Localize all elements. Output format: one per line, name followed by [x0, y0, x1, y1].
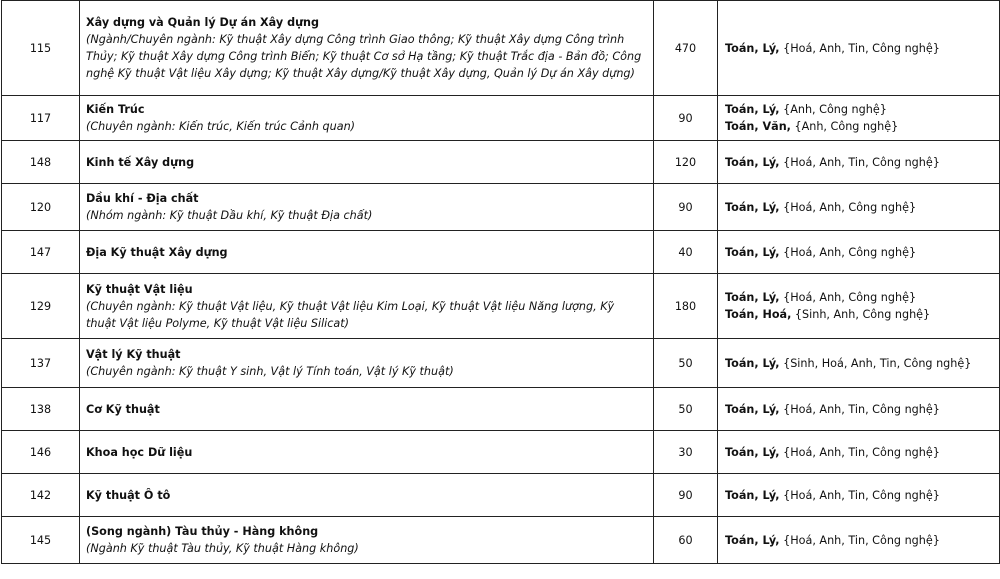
program-quota: 50 — [654, 339, 718, 388]
subject-combination — [725, 306, 992, 323]
program-quota: 30 — [654, 431, 718, 474]
program-name: Kỹ thuật Ô tô — [86, 488, 171, 502]
program-name: Dầu khí - Địa chất — [86, 192, 199, 205]
program-description: (Ngành/Chuyên ngành: Kỹ thuật Xây dựng Công trình Giao thông; Kỹ thuật Xây dựng Công trình Thủy; Kỹ thuật Xây dựng Công trình Biển; Kỹ thuật Cơ sở Hạ tầng; Kỹ thuật Trắc địa - Bản đồ; Công nghệ Kỹ thuật Vật liệu Xây dựng; Kỹ thuật Xây dựng/Kỹ thuật Xây dựng, Quản lý Dự án Xây dựng) — [86, 33, 642, 80]
program-quota: 120 — [654, 141, 718, 184]
subject-combinations — [718, 431, 1000, 474]
core-subjects: Toán, Hoá, — [725, 308, 792, 321]
program-description: (Chuyên ngành: Kiến trúc, Kiến trúc Cảnh quan) — [86, 120, 356, 133]
program-name: (Song ngành) Tàu thủy - Hàng không — [86, 525, 319, 538]
optional-subjects: {Hoá, Anh, Tin, Công nghệ} — [779, 533, 940, 547]
program-code: 147 — [2, 231, 80, 274]
subject-combination — [725, 40, 992, 57]
optional-subjects: {Anh, Công nghệ} — [779, 103, 887, 116]
program-cell — [80, 1, 654, 96]
subject-combination — [725, 401, 992, 418]
optional-subjects: {Hoá, Anh, Tin, Công nghệ} — [779, 402, 940, 416]
table-row — [2, 339, 1000, 388]
program-name: Kinh tế Xây dựng — [86, 155, 195, 169]
program-cell — [80, 141, 654, 184]
program-code: 138 — [2, 388, 80, 431]
program-quota: 40 — [654, 231, 718, 274]
program-quota: 470 — [654, 1, 718, 96]
program-name: Địa Kỹ thuật Xây dựng — [86, 245, 228, 259]
table-row — [2, 388, 1000, 431]
table-row — [2, 474, 1000, 517]
subject-combination — [725, 532, 992, 549]
program-quota: 50 — [654, 388, 718, 431]
optional-subjects: {Hoá, Anh, Tin, Công nghệ} — [779, 155, 940, 169]
core-subjects: Toán, Lý, — [725, 488, 780, 502]
program-cell — [80, 96, 654, 141]
subject-combinations — [718, 474, 1000, 517]
subject-combination — [725, 444, 992, 461]
subject-combinations — [718, 517, 1000, 564]
subject-combinations — [718, 184, 1000, 231]
program-description: (Chuyên ngành: Kỹ thuật Vật liệu, Kỹ thuật Vật liệu Kim Loại, Kỹ thuật Vật liệu Năng lượng, Kỹ thuật Vật liệu Polyme, Kỹ thuật Vật liệu Silicat) — [86, 299, 615, 330]
core-subjects: Toán, Lý, — [725, 41, 780, 55]
program-name: Cơ Kỹ thuật — [86, 402, 160, 416]
program-name: Kiến Trúc — [86, 103, 145, 116]
subject-combination — [725, 289, 992, 306]
optional-subjects: {Sinh, Anh, Công nghệ} — [791, 308, 931, 321]
subject-combination — [725, 118, 992, 135]
core-subjects: Toán, Lý, — [725, 533, 780, 547]
program-cell — [80, 231, 654, 274]
optional-subjects: {Hoá, Anh, Tin, Công nghệ} — [779, 41, 940, 55]
subject-combination — [725, 199, 992, 216]
subject-combinations — [718, 339, 1000, 388]
program-code: 115 — [2, 1, 80, 96]
program-description: (Chuyên ngành: Kỹ thuật Y sinh, Vật lý Tính toán, Vật lý Kỹ thuật) — [86, 365, 454, 378]
optional-subjects: {Anh, Công nghệ} — [790, 120, 899, 133]
core-subjects: Toán, Lý, — [725, 291, 780, 304]
program-cell — [80, 474, 654, 517]
optional-subjects: {Hoá, Anh, Công nghệ} — [779, 245, 917, 259]
table-row — [2, 231, 1000, 274]
program-quota: 90 — [654, 474, 718, 517]
core-subjects: Toán, Lý, — [725, 402, 780, 416]
subject-combination — [725, 487, 992, 504]
program-code: 137 — [2, 339, 80, 388]
core-subjects: Toán, Lý, — [725, 356, 780, 370]
subject-combination — [725, 355, 992, 372]
core-subjects: Toán, Lý, — [725, 103, 780, 116]
subject-combination — [725, 244, 992, 261]
table-row — [2, 274, 1000, 339]
core-subjects: Toán, Lý, — [725, 155, 780, 169]
core-subjects: Toán, Lý, — [725, 445, 780, 459]
table-row — [2, 517, 1000, 564]
table-body — [2, 1, 1000, 564]
optional-subjects: {Hoá, Anh, Công nghệ} — [779, 200, 917, 214]
program-cell — [80, 184, 654, 231]
program-cell — [80, 431, 654, 474]
program-description: (Nhóm ngành: Kỹ thuật Dầu khí, Kỹ thuật Địa chất) — [86, 209, 373, 222]
subject-combinations — [718, 1, 1000, 96]
core-subjects: Toán, Lý, — [725, 200, 780, 214]
program-cell — [80, 274, 654, 339]
table-row — [2, 431, 1000, 474]
optional-subjects: {Sinh, Hoá, Anh, Tin, Công nghệ} — [779, 356, 972, 370]
program-quota: 60 — [654, 517, 718, 564]
subject-combinations — [718, 274, 1000, 339]
table-row — [2, 1, 1000, 96]
program-quota: 90 — [654, 96, 718, 141]
program-code: 129 — [2, 274, 80, 339]
program-code: 146 — [2, 431, 80, 474]
subject-combination — [725, 154, 992, 171]
program-code: 145 — [2, 517, 80, 564]
program-code: 117 — [2, 96, 80, 141]
core-subjects: Toán, Văn, — [725, 120, 791, 133]
subject-combinations — [718, 388, 1000, 431]
program-code: 148 — [2, 141, 80, 184]
program-name: Xây dựng và Quản lý Dự án Xây dựng — [86, 16, 320, 29]
program-code: 120 — [2, 184, 80, 231]
optional-subjects: {Hoá, Anh, Công nghệ} — [779, 291, 917, 304]
optional-subjects: {Hoá, Anh, Tin, Công nghệ} — [779, 445, 940, 459]
subject-combinations — [718, 96, 1000, 141]
program-quota: 180 — [654, 274, 718, 339]
admission-table — [1, 0, 1000, 564]
program-code: 142 — [2, 474, 80, 517]
program-name: Khoa học Dữ liệu — [86, 445, 193, 459]
subject-combinations — [718, 141, 1000, 184]
optional-subjects: {Hoá, Anh, Tin, Công nghệ} — [779, 488, 940, 502]
core-subjects: Toán, Lý, — [725, 245, 780, 259]
program-cell — [80, 388, 654, 431]
program-cell — [80, 517, 654, 564]
program-cell — [80, 339, 654, 388]
program-description: (Ngành Kỹ thuật Tàu thủy, Kỹ thuật Hàng không) — [86, 542, 359, 555]
program-quota: 90 — [654, 184, 718, 231]
table-row — [2, 141, 1000, 184]
subject-combination — [725, 101, 992, 118]
program-name: Vật lý Kỹ thuật — [86, 348, 181, 361]
subject-combinations — [718, 231, 1000, 274]
program-name: Kỹ thuật Vật liệu — [86, 282, 193, 296]
table-row — [2, 96, 1000, 141]
table-row — [2, 184, 1000, 231]
